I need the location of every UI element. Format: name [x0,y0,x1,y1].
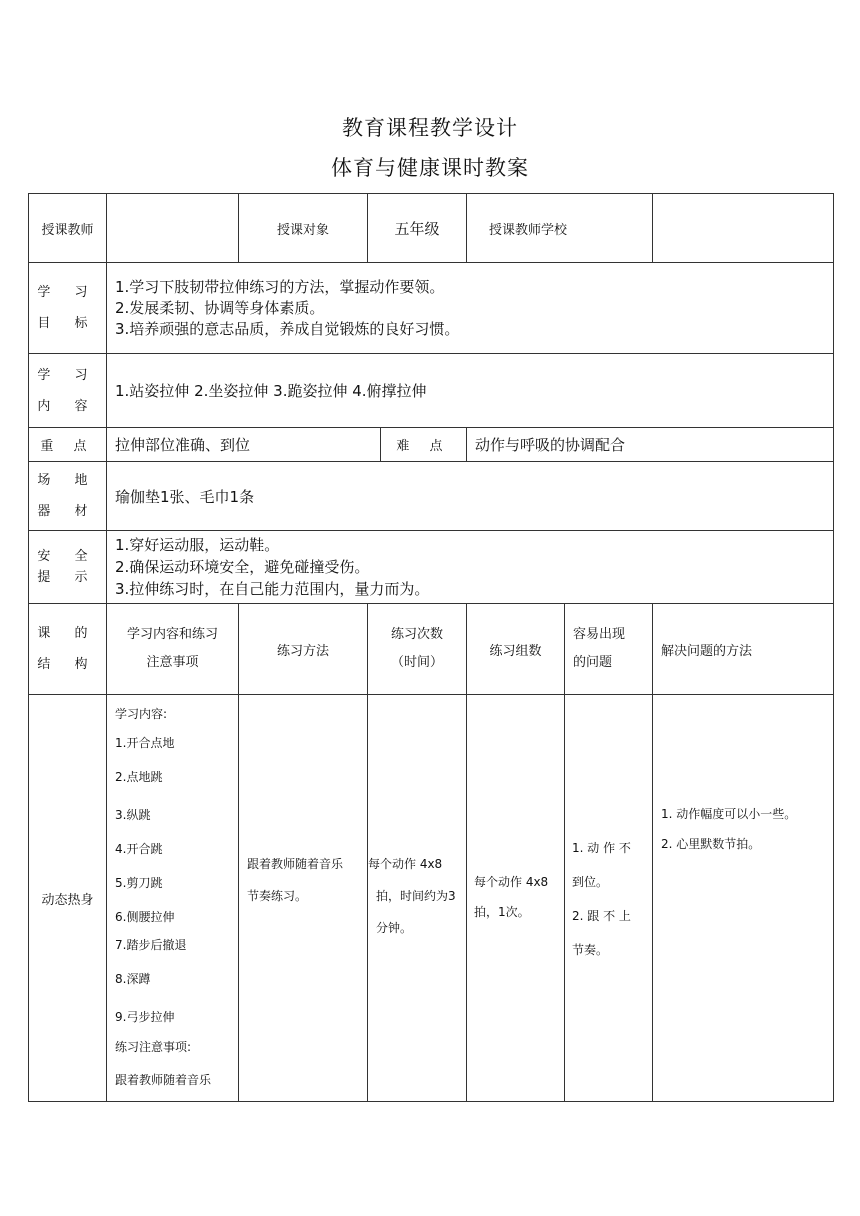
teacher-value [106,193,239,263]
content-label [28,353,107,428]
equipment-label [28,461,107,531]
safety-list [106,530,834,604]
warmup-sets-line: 每个动作 4x8 [474,875,549,889]
structure-header-col6 [564,603,653,695]
warmup-content-item: 4.开合跳 [115,842,163,856]
difficulty-value: 动作与呼吸的协调配合 [466,427,834,462]
key-point-value: 拉伸部位准确、到位 [106,427,381,462]
difficulty-label: 难 点 [380,427,467,462]
warmup-sets-line: 拍，1次。 [474,905,530,919]
warmup-reps-cell [367,694,467,1102]
warmup-reps-line: 拍，时间约为3 [376,889,456,903]
objective-item: 3.培养顽强的意志品质，养成自觉锻炼的良好习惯。 [115,319,460,338]
structure-col1-line-1: 课 的 [37,626,98,641]
structure-col2-line-1: 学习内容和练习 [126,627,218,642]
equipment-label-line-2: 器 材 [37,504,98,519]
warmup-solutions-cell [652,694,834,1102]
target-label: 授课对象 [238,193,368,263]
warmup-problem-line: 节奏。 [572,943,609,957]
safety-item: 1.穿好运动服，运动鞋。 [115,536,280,554]
warmup-method-line: 跟着教师随着音乐 [247,857,344,871]
warmup-content-cell [106,694,239,1102]
objective-item: 2.发展柔韧、协调等身体素质。 [115,298,325,317]
key-point-label: 重 点 [28,427,107,462]
structure-header-col7: 解决问题的方法 [652,603,834,695]
structure-col2-line-2: 注意事项 [146,655,199,670]
warmup-content-item: 1.开合点地 [115,736,175,750]
structure-header-col3: 练习方法 [238,603,368,695]
document-subtitle: 体育与健康课时教案 [331,156,529,180]
warmup-reps-line: 每个动作 4x8 [368,857,443,871]
structure-col4-line-2: （时间） [390,655,443,670]
warmup-sets-cell [466,694,565,1102]
warmup-content-heading: 学习内容: [115,707,168,721]
warmup-content-item: 9.弓步拉伸 [115,1010,175,1024]
target-value: 五年级 [367,193,467,263]
objective-item: 1.学习下肢韧带拉伸练习的方法，掌握动作要领。 [115,277,445,296]
content-label-line-1: 学 习 [37,367,98,383]
warmup-name: 动态热身 [28,694,107,1102]
warmup-notes-text: 跟着教师随着音乐 [115,1073,212,1087]
structure-header-col1 [28,603,107,695]
structure-col1-line-2: 结 构 [37,657,98,672]
school-label: 授课教师学校 [466,193,653,263]
warmup-solution-line: 2. 心里默数节拍。 [661,837,761,851]
document-title: 教育课程教学设计 [342,116,518,140]
equipment-text: 瑜伽垫1张、毛巾1条 [106,461,834,531]
safety-label [28,530,107,604]
structure-col6-line-2: 的问题 [573,655,613,670]
equipment-label-line-1: 场 地 [37,473,98,488]
warmup-content-item: 7.踏步后撤退 [115,938,187,952]
warmup-problem-line: 到位。 [572,875,609,889]
content-text: 1.站姿拉伸 2.坐姿拉伸 3.跪姿拉伸 4.俯撑拉伸 [106,353,834,428]
warmup-reps-line: 分钟。 [376,921,413,935]
warmup-content-item: 2.点地跳 [115,770,163,784]
structure-col6-line-1: 容易出现 [573,627,626,642]
objectives-label-line-2: 目 标 [37,316,98,331]
structure-header-col4 [367,603,467,695]
warmup-notes-heading: 练习注意事项: [115,1040,192,1054]
structure-header-col2 [106,603,239,695]
warmup-content-item: 6.侧腰拉伸 [115,910,175,924]
warmup-solution-line: 1. 动作幅度可以小一些。 [661,807,797,821]
safety-label-line-1: 安 全 [37,549,98,564]
structure-header-col5: 练习组数 [466,603,565,695]
objectives-label [28,262,107,354]
warmup-method-line: 节奏练习。 [247,889,308,903]
warmup-content-item: 8.深蹲 [115,972,151,986]
school-value [652,193,834,263]
safety-label-line-2: 提 示 [37,570,98,585]
content-label-line-2: 内 容 [37,398,98,414]
safety-item: 2.确保运动环境安全，避免碰撞受伤。 [115,558,370,576]
teacher-label: 授课教师 [28,193,107,263]
warmup-content-item: 5.剪刀跳 [115,876,163,890]
structure-col4-line-1: 练习次数 [390,627,443,642]
safety-item: 3.拉伸练习时，在自己能力范围内，量力而为。 [115,580,430,598]
warmup-problems-cell [564,694,653,1102]
objectives-list [106,262,834,354]
warmup-content-item: 3.纵跳 [115,808,151,822]
objectives-label-line-1: 学 习 [37,285,98,300]
warmup-problem-line: 2. 跟 不 上 [572,909,631,923]
warmup-problem-line: 1. 动 作 不 [572,841,631,855]
warmup-method-cell [238,694,368,1102]
